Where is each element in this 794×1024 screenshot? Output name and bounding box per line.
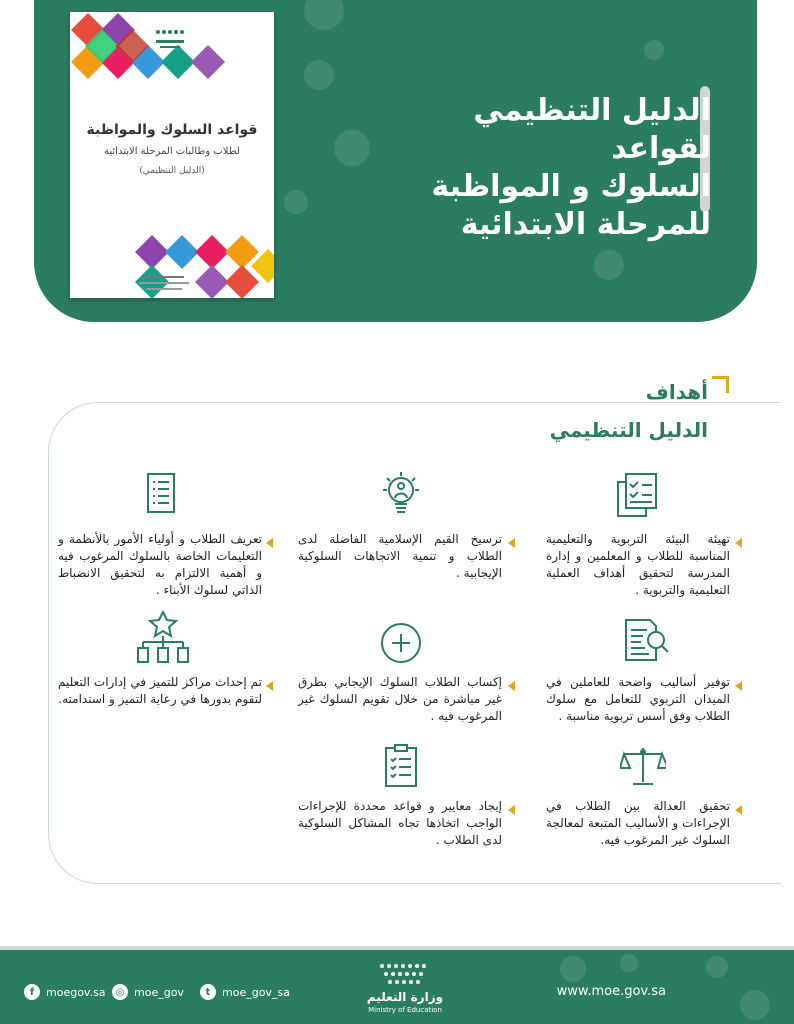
document-magnifier-icon (622, 616, 670, 664)
ministry-dots-icon (378, 962, 432, 988)
goal-item-7: تحقيق العدالة بين الطلاب في الإجراءات و الأساليب المتبعة لمعالجة السلوك غير المرغوب فيه. (546, 799, 730, 847)
title-line-3: للمرحلة الابتدائية (460, 207, 711, 242)
ministry-name-en: Ministry of Education (368, 1006, 442, 1014)
checklist-documents-icon (614, 472, 660, 518)
page-title (371, 92, 711, 244)
bullet-arrow-icon (508, 681, 515, 691)
plus-circle-icon (380, 622, 422, 664)
star-hierarchy-icon (136, 610, 190, 666)
goal-item-3: تعريف الطلاب و أولياء الأمور بالأنظمة و التعليمات الخاصة بالسلوك المرغوب فيه و أهمية الالتزام به لتحقيق الانضباط الذاتي لسلوك الأبناء . (58, 532, 262, 597)
goals-subheading: الدليل التنظيمي (549, 418, 708, 442)
bullet-arrow-icon (266, 681, 273, 691)
cover-title: قواعد السلوك والمواظبة (86, 122, 258, 138)
bullet-arrow-icon (735, 805, 742, 815)
facebook-link[interactable] (24, 984, 106, 1000)
clipboard-checklist-icon (384, 744, 418, 788)
goal-item-4: توفير أساليب واضحة للعاملين في الميدان التربوي للتعامل مع سلوك الطلاب وفق أسس تربوية مناسبة . (546, 675, 730, 723)
goal-item-2: ترسيخ القيم الإسلامية الفاضلة لدى الطلاب و تنمية الاتجاهات السلوكية الإيجابية . (298, 532, 502, 580)
bullet-arrow-icon (508, 538, 515, 548)
scales-icon (620, 746, 666, 786)
instagram-link[interactable] (112, 984, 184, 1000)
goal-item-6: تم إحداث مراكز للتميز في إدارات التعليم لتقوم بدورها في رعاية التميز و استدامته. (58, 675, 262, 706)
bullet-arrow-icon (508, 805, 515, 815)
instagram-handle: moe_gov (134, 985, 184, 999)
goal-item-8: إيجاد معايير و قواعد محددة للإجراءات الواجب اتخاذها تجاه المشاكل السلوكية لدى الطلاب . (298, 799, 502, 847)
instagram-icon: ◎ (112, 984, 128, 1000)
ministry-logo (350, 960, 460, 1018)
goals-heading: أهداف (645, 380, 708, 404)
facebook-icon: f (24, 984, 40, 1000)
bullet-arrow-icon (266, 538, 273, 548)
ministry-name-ar: وزارة التعليم (366, 990, 444, 1004)
lightbulb-person-icon (382, 470, 420, 516)
guide-cover-image (70, 12, 274, 298)
cover-subtitle-2: (الدليل التنظيمي) (139, 166, 205, 176)
bullet-arrow-icon (735, 538, 742, 548)
title-line-1: الدليل التنظيمي لقواعد (473, 93, 711, 166)
hero-banner (34, 0, 757, 322)
bullet-arrow-icon (735, 681, 742, 691)
document-list-icon (146, 472, 176, 514)
twitter-icon: t (200, 984, 216, 1000)
cover-footer-lines (134, 274, 194, 294)
facebook-handle: moegov.sa (46, 985, 106, 999)
goal-item-5: إكساب الطلاب السلوك الإيجابي بطرق غير مباشرة من خلال تقويم السلوك غير المرغوب فيه . (298, 675, 502, 723)
cover-subtitle: لطلاب وطالبات المرحلة الابتدائية (104, 146, 240, 157)
heading-corner-mark (712, 376, 729, 393)
ministry-logo-icon (150, 26, 190, 56)
twitter-handle: moe_gov_sa (222, 985, 290, 999)
twitter-link[interactable] (200, 984, 290, 1000)
website-link[interactable]: www.moe.gov.sa (556, 984, 666, 999)
title-line-2: السلوك و المواظبة (431, 169, 711, 204)
goal-item-1: تهيئة البيئة التربوية والتعليمية المناسبة للطلاب و المعلمين و إدارة المدرسة لتحقيق أهداف العملية التعليمية والتربوية . (546, 532, 730, 597)
